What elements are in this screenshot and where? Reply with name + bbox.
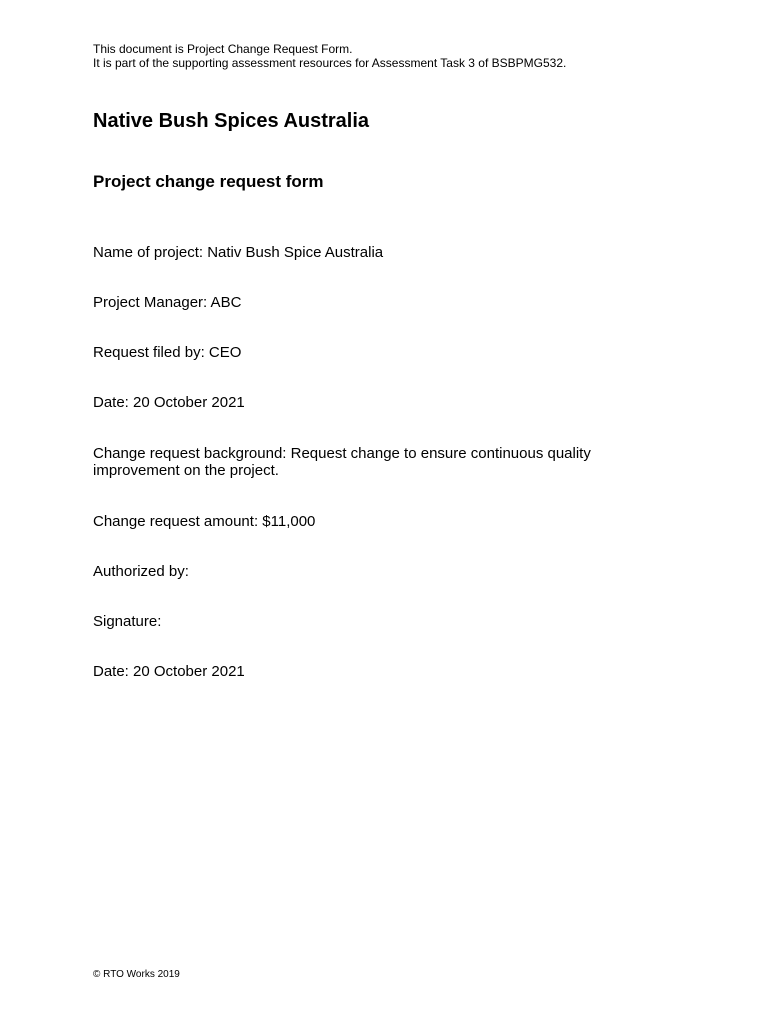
header-note bbox=[93, 42, 713, 70]
copyright-footer: © RTO Works 2019 bbox=[93, 969, 180, 980]
field-signature: Signature: bbox=[93, 613, 162, 630]
field-project-name: Name of project: Nativ Bush Spice Australia bbox=[93, 244, 384, 261]
field-change-request-amount: Change request amount: $11,000 bbox=[93, 513, 316, 530]
field-request-filed-by: Request filed by: CEO bbox=[93, 344, 242, 361]
field-change-request-background: Change request background: Request change to ensure continuous quality improvement on the project. bbox=[93, 445, 591, 479]
header-note-line-1: This document is Project Change Request Form. bbox=[93, 42, 353, 56]
field-date-1: Date: 20 October 2021 bbox=[93, 394, 245, 411]
field-authorized-by: Authorized by: bbox=[93, 563, 189, 580]
organization-title: Native Bush Spices Australia bbox=[93, 110, 370, 132]
form-title: Project change request form bbox=[93, 172, 324, 191]
field-date-2: Date: 20 October 2021 bbox=[93, 663, 245, 680]
field-project-manager: Project Manager: ABC bbox=[93, 294, 242, 311]
header-note-line-2: It is part of the supporting assessment resources for Assessment Task 3 of BSBPMG532. bbox=[93, 56, 567, 70]
